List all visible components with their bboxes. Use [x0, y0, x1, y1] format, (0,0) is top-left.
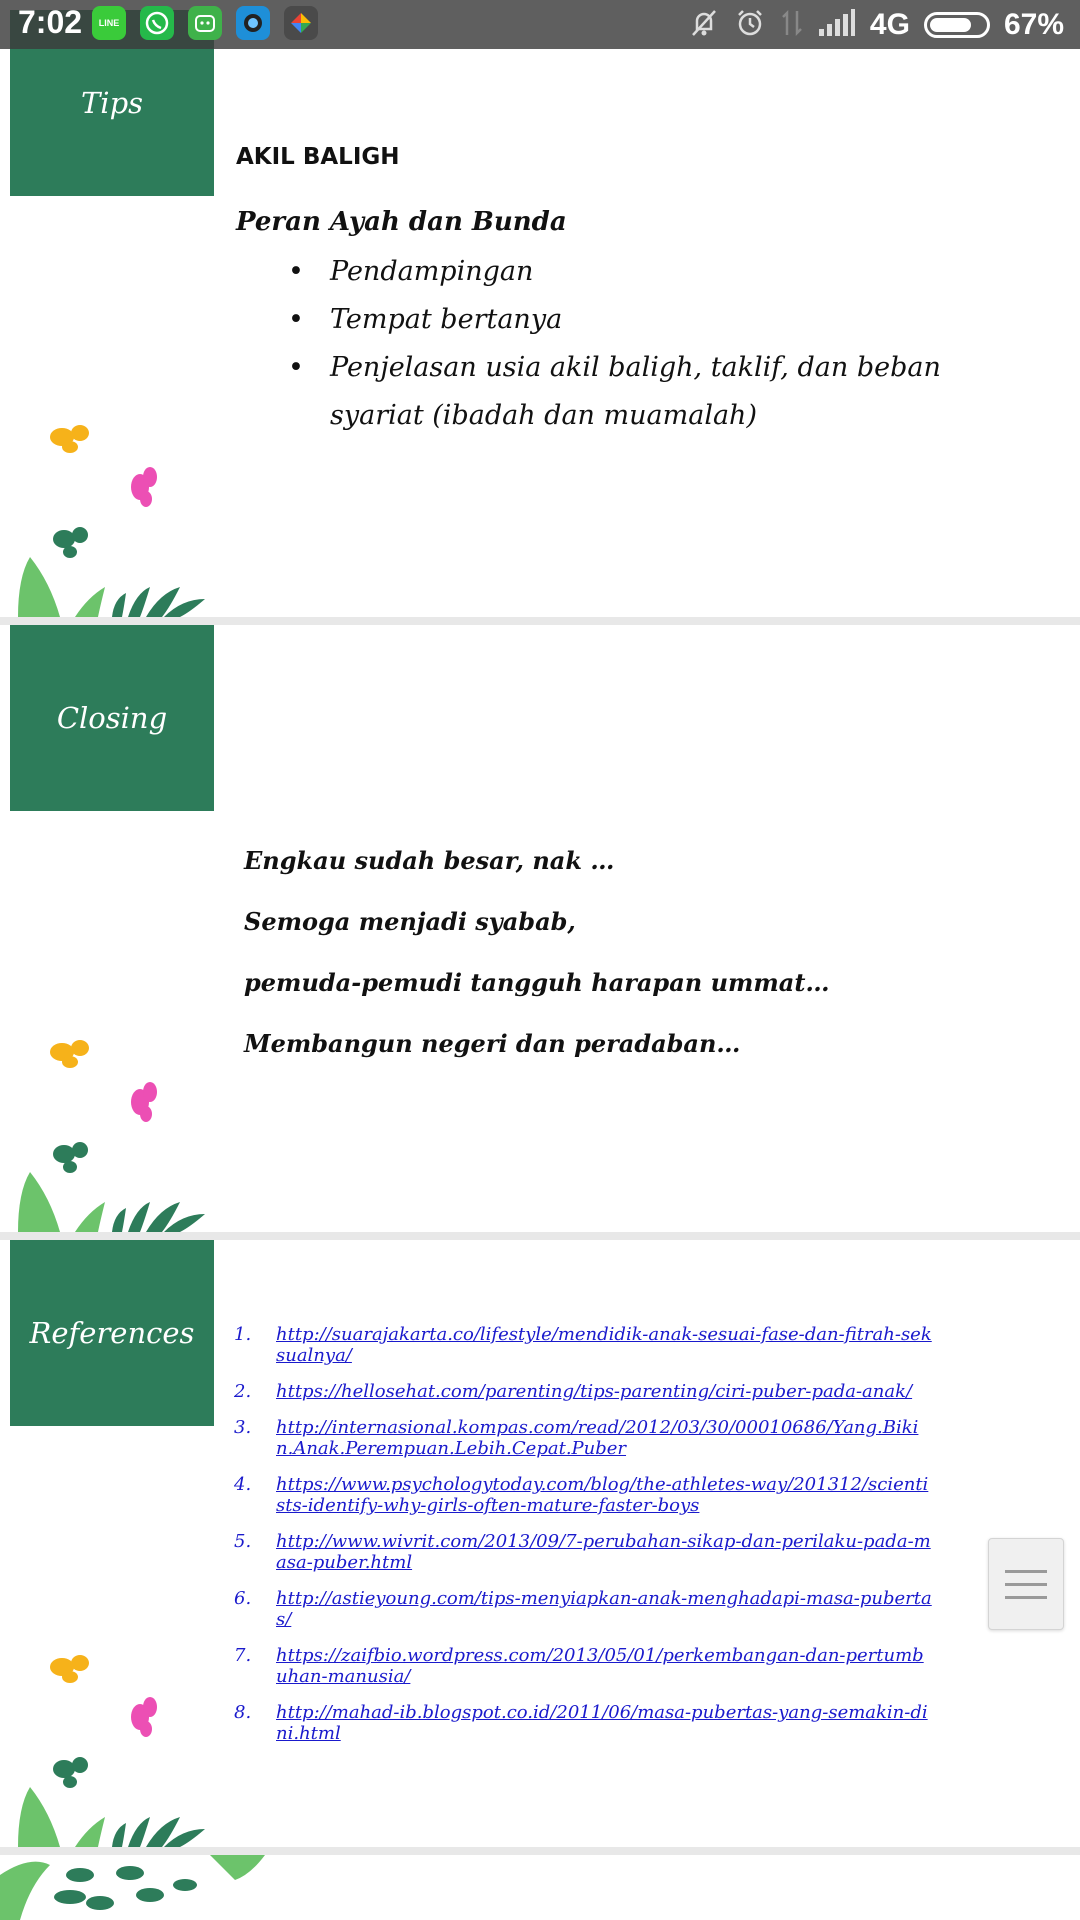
photos-app-icon: [284, 6, 318, 40]
closing-line: Engkau sudah besar, nak …: [244, 846, 615, 875]
status-time: 7:02: [18, 4, 83, 40]
butterfly-decoration: [0, 1022, 230, 1232]
leaf-decoration: [0, 1855, 280, 1920]
reference-item: 2. https://hellosehat.com/parenting/tips-parenting/ciri-puber-pada-anak/: [234, 1381, 913, 1402]
alarm-icon: [734, 7, 766, 43]
reference-item: 7. https://zaifbio.wordpress.com/2013/05/01/perkembangan-dan-pertumbuhan-manusia/: [234, 1645, 924, 1687]
list-item: • Tempat bertanya: [288, 296, 1008, 344]
camera-app-icon: [236, 6, 270, 40]
slide-references: [0, 1240, 1080, 1847]
reference-link[interactable]: http://suarajakarta.co/lifestyle/mendidik-anak-sesuai-fase-dan-fitrah-seksualnya/: [276, 1324, 932, 1366]
whatsapp-app-icon: [140, 6, 174, 40]
battery-percent: 67%: [1003, 7, 1064, 41]
reference-item: 1. http://suarajakarta.co/lifestyle/mendidik-anak-sesuai-fase-dan-fitrah-seksualnya/: [234, 1324, 932, 1366]
reference-link[interactable]: https://hellosehat.com/parenting/tips-parenting/ciri-puber-pada-anak/: [276, 1381, 913, 1402]
closing-line: Semoga menjadi syabab,: [244, 907, 576, 936]
reference-link[interactable]: http://internasional.kompas.com/read/2012/03/30/00010686/Yang.Bikin.Anak.Perempuan.Lebih.Cepat.Puber: [276, 1417, 919, 1459]
closing-line: Membangun negeri dan peradaban…: [244, 1029, 741, 1058]
slide-heading: AKIL BALIGH: [236, 144, 400, 170]
reference-link[interactable]: http://astieyoung.com/tips-menyiapkan-anak-menghadapi-masa-pubertas/: [276, 1588, 932, 1630]
slide-title-box: [10, 625, 214, 811]
list-item: • Penjelasan usia akil baligh, taklif, dan beban syariat (ibadah dan muamalah): [288, 344, 1008, 440]
menu-button[interactable]: [988, 1538, 1064, 1630]
closing-line: pemuda-pemudi tangguh harapan ummat…: [244, 968, 830, 997]
reference-item: 3. http://internasional.kompas.com/read/2012/03/30/00010686/Yang.Bikin.Anak.Perempuan.Lebih.Cepat.Puber: [234, 1417, 919, 1459]
closing-text: [244, 830, 1024, 1074]
reference-item: 5. http://www.wivrit.com/2013/09/7-perubahan-sikap-dan-perilaku-pada-masa-puber.html: [234, 1531, 931, 1573]
slide-title: Tips: [80, 86, 144, 120]
slide-title: Closing: [56, 701, 168, 735]
network-type: 4G: [869, 7, 910, 41]
reference-link[interactable]: http://mahad-ib.blogspot.co.id/2011/06/masa-pubertas-yang-semakin-dini.html: [276, 1702, 928, 1744]
slide-title-box: [10, 1240, 214, 1426]
signal-icon: [818, 9, 856, 41]
hamburger-icon: [1005, 1570, 1047, 1573]
reference-list: [234, 1324, 934, 1759]
battery-icon: [924, 12, 990, 38]
reference-item: 4. https://www.psychologytoday.com/blog/the-athletes-way/201312/scientists-identify-why-girls-often-mature-faster-boys: [234, 1474, 929, 1516]
line-app-icon: LINE: [92, 6, 126, 40]
reference-link[interactable]: https://www.psychologytoday.com/blog/the-athletes-way/201312/scientists-identify-why-girls-often-mature-faster-boys: [276, 1474, 929, 1516]
slide-tips: [0, 0, 1080, 617]
reference-item: 6. http://astieyoung.com/tips-menyiapkan-anak-menghadapi-masa-pubertas/: [234, 1588, 932, 1630]
bbm-app-icon: [188, 6, 222, 40]
slide-title: References: [29, 1316, 195, 1350]
butterfly-decoration: [0, 407, 230, 617]
reference-link[interactable]: http://www.wivrit.com/2013/09/7-perubahan-sikap-dan-perilaku-pada-masa-puber.html: [276, 1531, 931, 1573]
reference-item: 8. http://mahad-ib.blogspot.co.id/2011/06/masa-pubertas-yang-semakin-dini.html: [234, 1702, 928, 1744]
slide-next: [0, 1855, 1080, 1920]
slide-subheading: Peran Ayah dan Bunda: [236, 207, 567, 237]
reference-link[interactable]: https://zaifbio.wordpress.com/2013/05/01/perkembangan-dan-pertumbuhan-manusia/: [276, 1645, 924, 1687]
butterfly-decoration: [0, 1637, 230, 1847]
slide-closing: [0, 625, 1080, 1232]
mute-icon: [688, 7, 720, 43]
list-item: • Pendampingan: [288, 248, 1008, 296]
status-bar: [0, 0, 1080, 49]
bullet-list: [288, 248, 1008, 440]
data-arrows-icon: [780, 7, 804, 43]
